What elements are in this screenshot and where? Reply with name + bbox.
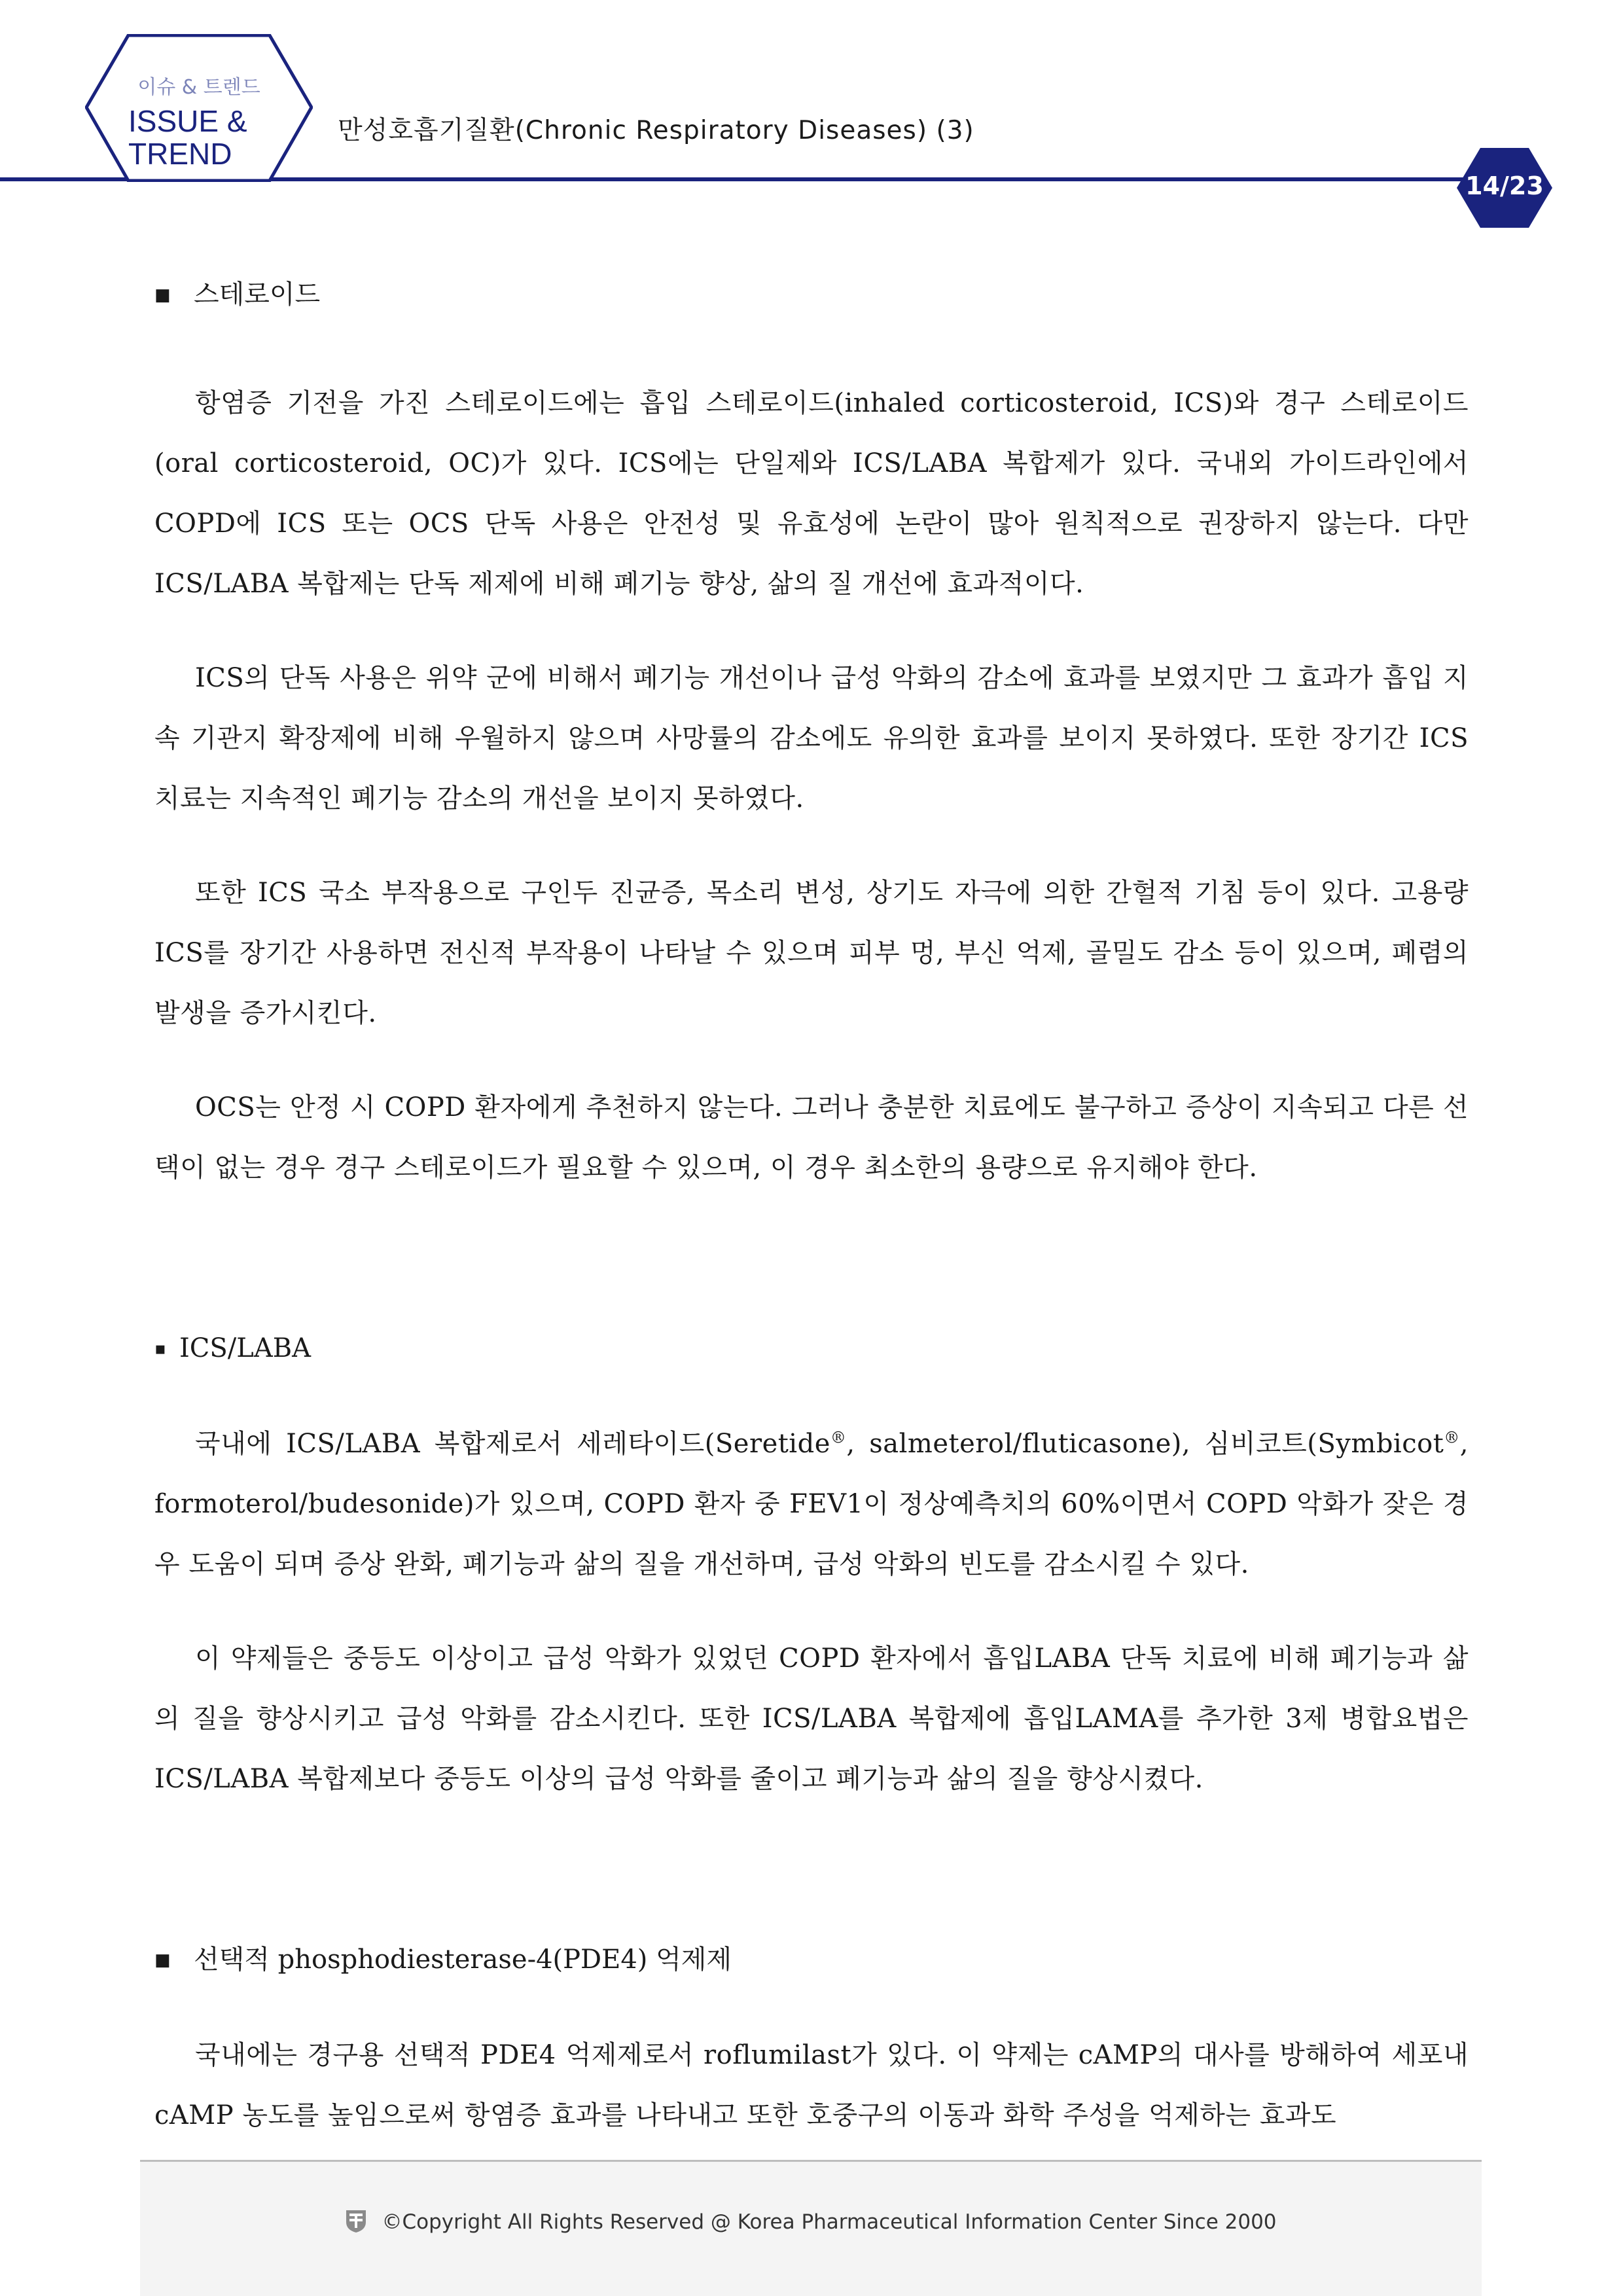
page-number: 14/23 xyxy=(1465,171,1544,200)
badge-line-1: ISSUE & xyxy=(128,104,247,138)
registered-mark: ® xyxy=(830,1428,847,1447)
page-title: 만성호흡기질환(Chronic Respiratory Diseases) (3) xyxy=(338,116,974,145)
document-body xyxy=(154,275,1469,2145)
section-heading-ics-laba xyxy=(154,1329,1469,1368)
issue-trend-badge xyxy=(85,34,313,182)
registered-mark: ® xyxy=(1444,1428,1460,1447)
section-heading-text: 스테로이드 xyxy=(194,279,321,310)
page-number-badge xyxy=(1455,147,1554,229)
section-heading-pde4 xyxy=(154,1940,1469,1979)
paragraph: OCS는 안정 시 COPD 환자에게 추천하지 않는다. 그러나 충분한 치료에도 불구하고 증상이 지속되고 다른 선택이 없는 경우 경구 스테로이드가 필요할 수 있으며, 이 경우 최소한의 용량으로 유지해야 한다. xyxy=(154,1092,1469,1183)
kpic-shield-icon xyxy=(345,2208,367,2234)
paragraph: 이 약제들은 중등도 이상이고 급성 악화가 있었던 COPD 환자에서 흡입LABA 단독 치료에 비해 폐기능과 삶의 질을 향상시키고 급성 악화를 감소시킨다. 또한 ICS/LABA 복합제에 흡입LAMA를 추가한 3제 병합요법은 ICS/LABA 복합제보다 중등도 이상의 급성 악화를 줄이고 폐기능과 삶의 질을 향상시켰다. xyxy=(154,1643,1469,1794)
paragraph: 또한 ICS 국소 부작용으로 구인두 진균증, 목소리 변성, 상기도 자극에 의한 간헐적 기침 등이 있다. 고용량 ICS를 장기간 사용하면 전신적 부작용이 나타날 수 있으며 피부 멍, 부신 억제, 골밀도 감소 등이 있으며, 폐렴의 발생을 증가시킨다. xyxy=(154,878,1469,1028)
footer xyxy=(140,2162,1482,2296)
square-bullet-icon: ■ xyxy=(154,1950,171,1970)
badge-korean-label: 이슈 & 트렌드 xyxy=(137,76,260,99)
badge-line-2: TREND xyxy=(128,137,232,171)
paragraph: 항염증 기전을 가진 스테로이드에는 흡입 스테로이드(inhaled corticosteroid, ICS)와 경구 스테로이드(oral corticosteroid, OC)가 있다. ICS에는 단일제와 ICS/LABA 복합제가 있다. 국내외 가이드라인에서 COPD에 ICS 또는 OCS 단독 사용은 안전성 및 유효성에 논란이 많아 원칙적으로 권장하지 않는다. 다만 ICS/LABA 복합제는 단독 제제에 비해 폐기능 향상, 삶의 질 개선에 효과적이다. xyxy=(154,388,1469,599)
text-run: , formoterol/budesonide)가 있으며, COPD 환자 중 FEV1이 정상예측치의 60%이면서 COPD 악화가 잦은 경우 도움이 되며 증상 완화, 폐기능과 삶의 질을 개선하며, 급성 악화의 빈도를 감소시킬 수 있다. xyxy=(154,1429,1469,1579)
section-heading-text: 선택적 phosphodiesterase-4(PDE4) 억제제 xyxy=(194,1945,732,1975)
footer-copyright-line xyxy=(140,2208,1482,2234)
small-bullet-icon: ▪ xyxy=(154,1339,166,1359)
copyright-text: ©Copyright All Rights Reserved @ Korea Pharmaceutical Information Center Since 2000 xyxy=(382,2210,1277,2234)
paragraph: 국내에는 경구용 선택적 PDE4 억제제로서 roflumilast가 있다. 이 약제는 cAMP의 대사를 방해하여 세포내 cAMP 농도를 높임으로써 항염증 효과를 나타내고 또한 호중구의 이동과 화학 주성을 억제하는 효과도 xyxy=(154,2040,1469,2130)
paragraph xyxy=(154,1414,1469,1594)
square-bullet-icon: ■ xyxy=(154,285,171,305)
text-run: , salmeterol/fluticasone), 심비코트(Symbicot xyxy=(846,1429,1444,1459)
text-run: 국내에 ICS/LABA 복합제로서 세레타이드(Seretide xyxy=(195,1429,830,1459)
section-heading-steroid xyxy=(154,275,1469,314)
paragraph: ICS의 단독 사용은 위약 군에 비해서 폐기능 개선이나 급성 악화의 감소에 효과를 보였지만 그 효과가 흡입 지속 기관지 확장제에 비해 우월하지 않으며 사망률의 감소에도 유의한 효과를 보이지 못하였다. 또한 장기간 ICS 치료는 지속적인 폐기능 감소의 개선을 보이지 못하였다. xyxy=(154,663,1469,814)
badge-title xyxy=(128,105,247,170)
section-heading-text: ICS/LABA xyxy=(179,1333,312,1363)
